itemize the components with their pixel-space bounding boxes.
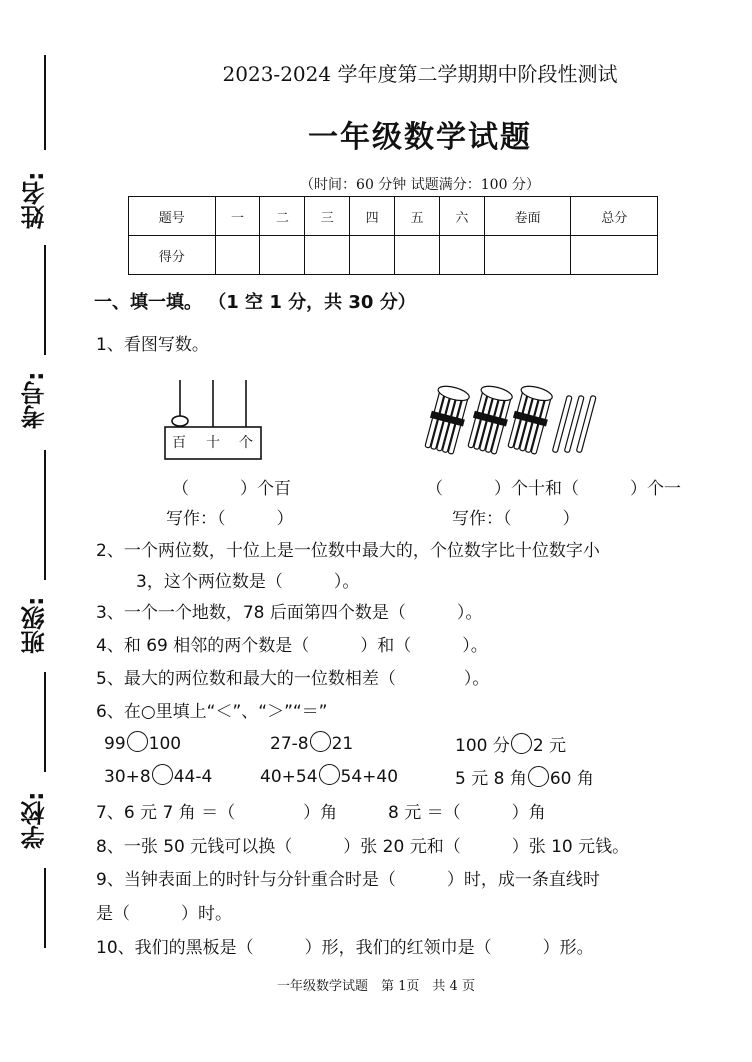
binding-line-1 bbox=[44, 55, 46, 150]
exam-info: （时间：60 分钟 试题满分：100 分） bbox=[300, 177, 540, 193]
score-cell: 五 bbox=[395, 197, 440, 236]
score-input-cell[interactable] bbox=[439, 236, 484, 275]
question-4: 4、和 69 相邻的两个数是（ ）和（ ）。 bbox=[96, 636, 488, 656]
exam-no-label: 考号: bbox=[21, 371, 49, 429]
question-10: 10、我们的黑板是（ ）形，我们的红领巾是（ ）形。 bbox=[96, 938, 594, 958]
compare-circle-icon[interactable] bbox=[127, 731, 148, 752]
class-label: 班级: bbox=[21, 596, 49, 654]
bundle-3 bbox=[506, 383, 555, 454]
question-7: 7、6 元 7 角 ＝（ ）角 8 元 ＝（ ）角 bbox=[96, 803, 546, 823]
compare-right: 21 bbox=[331, 734, 354, 754]
score-input-cell[interactable] bbox=[305, 236, 350, 275]
score-cell: 二 bbox=[260, 197, 305, 236]
compare-left: 100 分 bbox=[455, 736, 510, 756]
score-cell: 得分 bbox=[129, 236, 216, 275]
compare-circle-icon[interactable] bbox=[511, 733, 532, 754]
compare-item bbox=[455, 764, 594, 789]
score-table bbox=[128, 196, 658, 275]
page-title: 一年级数学试题 bbox=[308, 120, 532, 155]
score-cell: 四 bbox=[350, 197, 395, 236]
binding-line-3 bbox=[44, 450, 46, 580]
score-input-cell[interactable] bbox=[484, 236, 571, 275]
question-2: 2、一个两位数，十位上是一位数中最大的，个位数字比十位数字小 bbox=[96, 541, 600, 561]
compare-item bbox=[260, 764, 398, 787]
score-cell: 卷面 bbox=[484, 197, 571, 236]
score-input-cell[interactable] bbox=[260, 236, 305, 275]
compare-circle-icon[interactable] bbox=[319, 764, 340, 785]
compare-circle-icon[interactable] bbox=[152, 764, 173, 785]
score-cell: 一 bbox=[215, 197, 260, 236]
name-label: 姓名: bbox=[21, 171, 49, 229]
score-cell: 三 bbox=[305, 197, 350, 236]
q1-right-answer-count: （ ）个十和（ ）个一 bbox=[426, 479, 681, 499]
bundle-2 bbox=[466, 383, 515, 454]
q1-left-answer-count: （ ）个百 bbox=[172, 479, 291, 499]
compare-left: 27-8 bbox=[270, 734, 309, 754]
school-label: 学校: bbox=[21, 791, 49, 849]
compare-left: 99 bbox=[104, 734, 126, 754]
compare-right: 60 角 bbox=[549, 769, 594, 789]
question-6: 6、在○里填上“＜”、“＞”“＝” bbox=[96, 702, 328, 722]
question-1: 1、看图写数。 bbox=[96, 335, 209, 355]
score-input-cell[interactable] bbox=[350, 236, 395, 275]
score-cell: 六 bbox=[439, 197, 484, 236]
question-9: 9、当钟表面上的时针与分针重合时是（ ）时，成一条直线时 bbox=[96, 870, 600, 890]
question-5: 5、最大的两位数和最大的一位数相差（ ）。 bbox=[96, 669, 490, 689]
compare-circle-icon[interactable] bbox=[528, 766, 549, 787]
score-input-cell[interactable] bbox=[571, 236, 658, 275]
compare-right: 44-4 bbox=[173, 767, 213, 787]
compare-item bbox=[104, 731, 181, 754]
compare-item bbox=[270, 731, 353, 754]
score-table-header-row bbox=[129, 197, 658, 236]
q1-right-write: 写作：（ ） bbox=[452, 509, 580, 529]
score-cell: 题号 bbox=[129, 197, 216, 236]
binding-line-5 bbox=[44, 868, 46, 948]
compare-item bbox=[455, 731, 566, 756]
binding-line-4 bbox=[44, 672, 46, 772]
binding-line-2 bbox=[44, 245, 46, 355]
compare-right: 54+40 bbox=[340, 767, 399, 787]
score-table-score-row bbox=[129, 236, 658, 275]
stick-bundles-figure bbox=[420, 383, 610, 458]
question-9-cont: 是（ ）时。 bbox=[96, 904, 232, 924]
abacus-label-hundreds: 百 bbox=[172, 435, 186, 451]
q1-left-write: 写作：（ ） bbox=[166, 509, 294, 529]
score-input-cell[interactable] bbox=[215, 236, 260, 275]
term-title: 2023-2024 学年度第二学期期中阶段性测试 bbox=[222, 62, 618, 86]
page-footer: 一年级数学试题 第 1页 共 4 页 bbox=[277, 979, 475, 994]
compare-left: 30+8 bbox=[104, 767, 151, 787]
compare-left: 40+54 bbox=[260, 767, 318, 787]
question-3: 3、一个一个地数，78 后面第四个数是（ ）。 bbox=[96, 603, 483, 623]
compare-item bbox=[104, 764, 212, 787]
score-cell: 总分 bbox=[571, 197, 658, 236]
section-heading: 一、填一填。 （1 空 1 分，共 30 分） bbox=[94, 292, 416, 313]
bundle-1 bbox=[423, 383, 472, 454]
compare-left: 5 元 8 角 bbox=[455, 769, 527, 789]
abacus-label-ones: 个 bbox=[239, 435, 253, 451]
compare-right: 2 元 bbox=[532, 736, 567, 756]
question-8: 8、一张 50 元钱可以换（ ）张 20 元和（ ）张 10 元钱。 bbox=[96, 837, 630, 857]
compare-right: 100 bbox=[148, 734, 182, 754]
score-input-cell[interactable] bbox=[395, 236, 440, 275]
abacus-label-tens: 十 bbox=[206, 435, 220, 451]
compare-circle-icon[interactable] bbox=[310, 731, 331, 752]
question-2-cont: 3，这个两位数是（ ）。 bbox=[136, 572, 360, 592]
